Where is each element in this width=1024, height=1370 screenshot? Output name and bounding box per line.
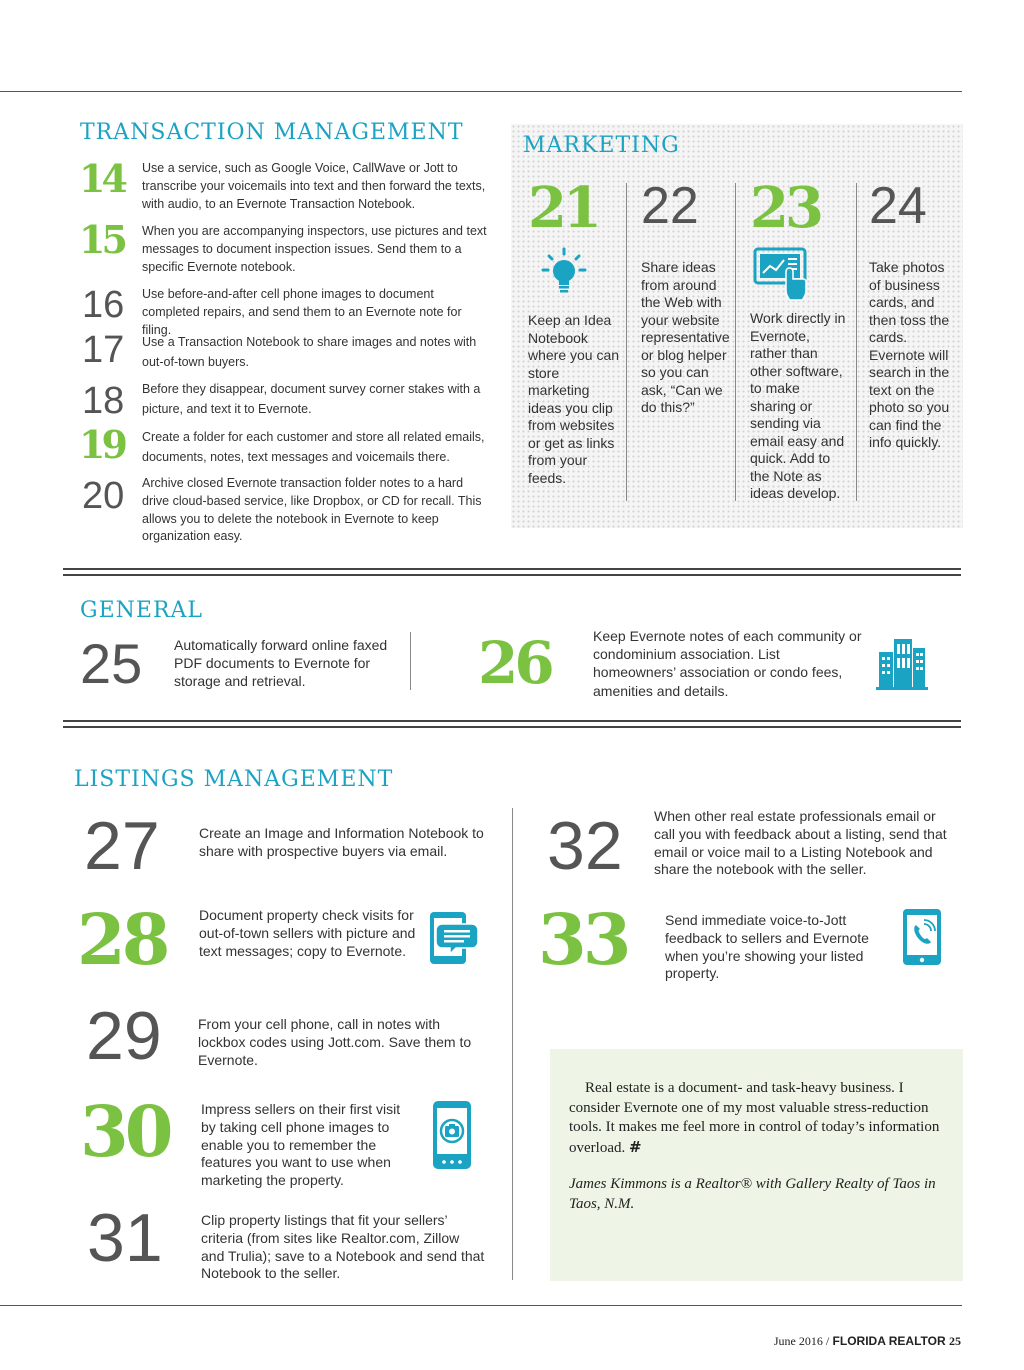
listings-section-title: LISTINGS MANAGEMENT bbox=[74, 767, 394, 792]
author-byline: James Kimmons is a Realtor® with Gallery Realty of Taos in Taos, N.M. bbox=[569, 1176, 936, 1212]
transaction-item-20: Archive closed Evernote transaction folder notes to a hard drive cloud-based service, like Dropbox, or CD for recall. This allows you to delete the notebook in Evernote to keep organization easy. bbox=[142, 476, 482, 544]
item-number-21: 21 bbox=[528, 175, 598, 241]
phone-chat-icon bbox=[428, 910, 480, 966]
listing-item-32: When other real estate professionals email or call you with feedback about a listing, send that email or voice mail to a Listing Notebook and share the notebook with the seller. bbox=[654, 808, 947, 878]
item-number-24: 24 bbox=[869, 177, 927, 235]
item-number-23: 23 bbox=[750, 175, 820, 241]
page-footer bbox=[774, 1334, 961, 1349]
item-number-18: 18 bbox=[82, 380, 125, 422]
listing-item-28: Document property check visits for out-of-town sellers with picture and text messages; copy to Evernote. bbox=[199, 907, 416, 959]
bottom-rule bbox=[0, 1305, 962, 1306]
building-icon bbox=[876, 636, 928, 691]
marketing-item-24: Take photos of business cards, and then toss the cards. Evernote will search in the text on the photo so you can find the info quickly. bbox=[869, 259, 950, 450]
top-rule bbox=[0, 91, 962, 92]
transaction-item-16: Use before-and-after cell phone images to document completed repairs, and send them to an Evernote note for filing. bbox=[142, 287, 462, 337]
item-number-27: 27 bbox=[84, 808, 160, 884]
listing-item-31: Clip property listings that fit your sellers’ criteria (from sites like Realtor.com, Zillow and Trulia); save to a Notebook and send that Notebook to the seller. bbox=[201, 1212, 485, 1282]
item-number-20: 20 bbox=[82, 475, 125, 517]
marketing-item-21: Keep an Idea Notebook where you can store marketing ideas you clip from websites or get as links from your feeds. bbox=[528, 312, 620, 486]
section-divider bbox=[63, 720, 961, 728]
lightbulb-icon bbox=[538, 246, 590, 298]
listing-item-30: Impress sellers on their first visit by taking cell phone images to enable you to remember the features you want to use when marketing the property. bbox=[201, 1101, 401, 1189]
listing-item-29: From your cell phone, call in notes with lockbox codes using Jott.com. Save them to Evernote. bbox=[198, 1016, 472, 1068]
listing-item-33: Send immediate voice-to-Jott feedback to sellers and Evernote when you’re showing your listed property. bbox=[665, 912, 869, 982]
general-item-25: Automatically forward online faxed PDF documents to Evernote for storage and retrieval. bbox=[174, 637, 388, 690]
quote-box bbox=[550, 1049, 963, 1281]
general-divider bbox=[410, 632, 411, 690]
item-number-31: 31 bbox=[87, 1200, 163, 1276]
listings-divider bbox=[512, 808, 513, 1280]
item-number-14: 14 bbox=[79, 156, 124, 201]
transaction-item-15: When you are accompanying inspectors, use pictures and text messages to document inspection issues. Send them to a specific Evernote notebook. bbox=[142, 224, 487, 274]
marketing-section-title: MARKETING bbox=[523, 133, 680, 158]
marketing-divider bbox=[856, 183, 857, 501]
item-number-25: 25 bbox=[80, 632, 143, 695]
item-number-16: 16 bbox=[82, 284, 125, 326]
item-number-19: 19 bbox=[79, 422, 124, 467]
quote-text: Real estate is a document- and task-heavy business. I consider Evernote one of my most valuable stress-reduction tools. It makes me feel more in control of today’s information overload. bbox=[569, 1080, 940, 1156]
footer-page-number: 25 bbox=[949, 1334, 961, 1348]
marketing-divider bbox=[735, 183, 736, 501]
marketing-item-22: Share ideas from around the Web with your website representative or blog helper so you can ask, “Can we do this?” bbox=[641, 259, 730, 415]
transaction-item-17: Use a Transaction Notebook to share images and notes with out-of-town buyers. bbox=[142, 335, 477, 369]
phone-call-icon bbox=[902, 908, 942, 966]
marketing-item-23: Work directly in Evernote, rather than other software, to make sharing or sending via email easy and quick. Add to the Note as ideas develop. bbox=[750, 310, 846, 501]
end-mark-icon: # bbox=[628, 1137, 642, 1156]
footer-magazine: FLORIDA REALTOR bbox=[832, 1334, 946, 1348]
footer-date: June 2016 / bbox=[773, 1334, 830, 1348]
transaction-section-title: TRANSACTION MANAGEMENT bbox=[80, 120, 464, 145]
item-number-17: 17 bbox=[82, 329, 125, 371]
item-number-22: 22 bbox=[641, 177, 699, 235]
item-number-30: 30 bbox=[80, 1090, 170, 1173]
listing-item-27: Create an Image and Information Notebook to share with prospective buyers via email. bbox=[199, 825, 484, 859]
transaction-item-14: Use a service, such as Google Voice, CallWave or Jott to transcribe your voicemails into text and then forward the texts, with audio, to an Evernote Transaction Notebook. bbox=[142, 161, 486, 211]
item-number-33: 33 bbox=[538, 898, 628, 981]
item-number-29: 29 bbox=[86, 998, 162, 1074]
transaction-item-19: Create a folder for each customer and store all related emails, documents, notes, text messages and voicemails there. bbox=[142, 430, 485, 464]
transaction-item-18: Before they disappear, document survey corner stakes with a picture, and text it to Evernote. bbox=[142, 382, 481, 416]
quote-body bbox=[569, 1079, 954, 1158]
item-number-28: 28 bbox=[77, 898, 167, 981]
section-divider bbox=[63, 568, 961, 576]
item-number-15: 15 bbox=[79, 217, 124, 262]
general-section-title: GENERAL bbox=[80, 598, 204, 623]
item-number-26: 26 bbox=[478, 629, 551, 697]
marketing-divider bbox=[626, 183, 627, 501]
item-number-32: 32 bbox=[547, 808, 623, 884]
phone-camera-icon bbox=[432, 1100, 472, 1170]
tablet-touch-icon bbox=[752, 246, 812, 304]
general-item-26: Keep Evernote notes of each community or condominium association. List homeowners’ association or condo fees, amenities and details. bbox=[593, 628, 862, 699]
